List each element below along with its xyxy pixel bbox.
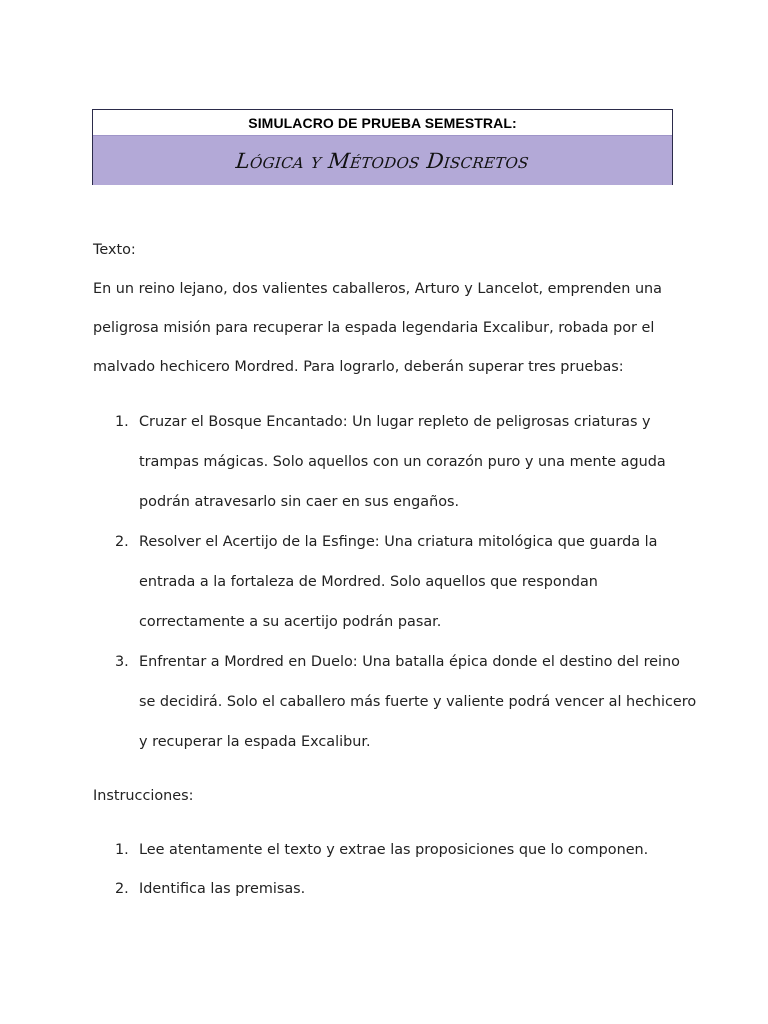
list-item-line: se decidirá. Solo el caballero más fuerte y valiente podrá vencer al hechicero [139, 694, 697, 710]
list-item-line: Resolver el Acertijo de la Esfinge: Una criatura mitológica que guarda la [139, 534, 658, 550]
course-title-band [93, 136, 672, 185]
list-item-line: trampas mágicas. Solo aquellos con un corazón puro y una mente aguda [139, 454, 666, 470]
list-item-line: podrán atravesarlo sin caer en sus engaños. [139, 494, 460, 510]
paragraph-line: En un reino lejano, dos valientes caballeros, Arturo y Lancelot, emprenden una [93, 281, 662, 297]
list-item-line: Enfrentar a Mordred en Duelo: Una batalla épica donde el destino del reino [139, 654, 680, 670]
list-item-line: entrada a la fortaleza de Mordred. Solo aquellos que respondan [139, 574, 598, 590]
exam-header [92, 109, 673, 185]
list-number: 1. [115, 414, 129, 430]
list-item-line: correctamente a su acertijo podrán pasar. [139, 614, 442, 630]
list-item-line: Cruzar el Bosque Encantado: Un lugar repleto de peligrosas criaturas y [139, 414, 651, 430]
list-number: 1. [115, 842, 129, 858]
paragraph-line: malvado hechicero Mordred. Para lograrlo, deberán superar tres pruebas: [93, 359, 624, 375]
list-number: 3. [115, 654, 129, 670]
paragraph-line: peligrosa misión para recuperar la espada legendaria Excalibur, robada por el [93, 320, 655, 336]
list-number: 2. [115, 534, 129, 550]
list-item-text: Identifica las premisas. [139, 881, 306, 897]
list-item-text: Lee atentamente el texto y extrae las proposiciones que lo componen. [139, 842, 649, 858]
exam-label: SIMULACRO DE PRUEBA SEMESTRAL: [93, 110, 672, 136]
texto-label: Texto: [93, 242, 136, 258]
instrucciones-label: Instrucciones: [93, 788, 194, 804]
course-title: Lógica y Métodos Discretos [234, 148, 531, 173]
list-item-line: y recuperar la espada Excalibur. [139, 734, 371, 750]
list-number: 2. [115, 881, 129, 897]
